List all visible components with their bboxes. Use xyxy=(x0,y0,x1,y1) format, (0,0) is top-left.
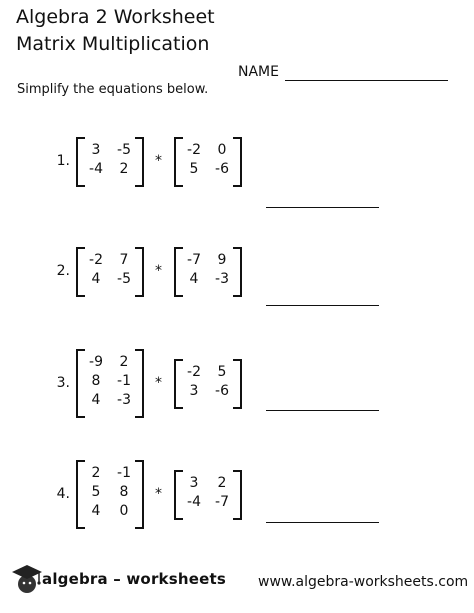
matrix-right xyxy=(174,137,242,187)
problem-number: 3. xyxy=(56,374,70,391)
matrix-cell: -6 xyxy=(215,382,229,399)
name-label: NAME xyxy=(238,64,279,80)
matrix-right xyxy=(174,247,242,297)
matrix-cell: 0 xyxy=(119,503,129,519)
matrix-cell: 7 xyxy=(119,252,129,268)
matrix-cell: -2 xyxy=(89,252,103,268)
matrix-left xyxy=(76,460,144,529)
answer-line[interactable] xyxy=(266,410,379,411)
matrix-cell: -4 xyxy=(187,493,201,510)
answer-line[interactable] xyxy=(266,207,379,208)
matrix-cell: -9 xyxy=(89,354,103,370)
matrix-left xyxy=(76,349,144,418)
matrix-cell: 8 xyxy=(119,484,129,500)
matrix-cell: -4 xyxy=(89,161,103,177)
matrix-cell: -2 xyxy=(187,142,201,158)
matrix-cell: -6 xyxy=(215,161,229,177)
matrix-cell: 3 xyxy=(189,474,199,491)
matrix-cell: -3 xyxy=(117,392,131,408)
matrix-cell: -5 xyxy=(117,271,131,287)
matrix-cell: 5 xyxy=(217,363,227,380)
matrix-cell: 3 xyxy=(189,382,199,399)
matrix-cell: 9 xyxy=(217,252,227,268)
matrix-cell: -2 xyxy=(187,363,201,380)
matrix-right xyxy=(174,359,242,409)
problem-number: 2. xyxy=(56,263,70,279)
matrix-cell: -1 xyxy=(117,373,131,389)
matrix-cell: 5 xyxy=(189,161,199,177)
matrix-cell: 8 xyxy=(91,373,101,389)
matrix-cell: 5 xyxy=(91,484,101,500)
name-field-line[interactable] xyxy=(285,80,448,81)
problem-number: 1. xyxy=(56,153,70,169)
multiply-operator: * xyxy=(155,485,162,502)
graduation-cap-icon xyxy=(10,562,44,596)
matrix-cell: 0 xyxy=(217,142,227,158)
matrix-cell: -5 xyxy=(117,142,131,158)
footer-brand: algebra – worksheets xyxy=(42,570,226,588)
matrix-cell: 3 xyxy=(91,142,101,158)
matrix-cell: 4 xyxy=(91,271,101,287)
instructions-text: Simplify the equations below. xyxy=(17,82,209,97)
answer-line[interactable] xyxy=(266,305,379,306)
multiply-operator: * xyxy=(155,263,162,279)
matrix-left xyxy=(76,137,144,187)
footer-url-link[interactable]: www.algebra-worksheets.com xyxy=(258,574,469,590)
multiply-operator: * xyxy=(155,374,162,391)
worksheet-subtitle: Matrix Multiplication xyxy=(16,33,210,55)
matrix-cell: -1 xyxy=(117,465,131,481)
matrix-left xyxy=(76,247,144,297)
matrix-cell: -7 xyxy=(215,493,229,510)
matrix-cell: 4 xyxy=(189,271,199,287)
answer-line[interactable] xyxy=(266,522,379,523)
problem-number: 4. xyxy=(56,485,70,502)
matrix-cell: 2 xyxy=(91,465,101,481)
multiply-operator: * xyxy=(155,153,162,169)
matrix-cell: 2 xyxy=(119,161,129,177)
matrix-cell: -7 xyxy=(187,252,201,268)
matrix-cell: -3 xyxy=(215,271,229,287)
worksheet-title: Algebra 2 Worksheet xyxy=(16,6,215,28)
matrix-cell: 2 xyxy=(119,354,129,370)
matrix-cell: 4 xyxy=(91,392,101,408)
matrix-right xyxy=(174,470,242,520)
matrix-cell: 4 xyxy=(91,503,101,519)
matrix-cell: 2 xyxy=(217,474,227,491)
